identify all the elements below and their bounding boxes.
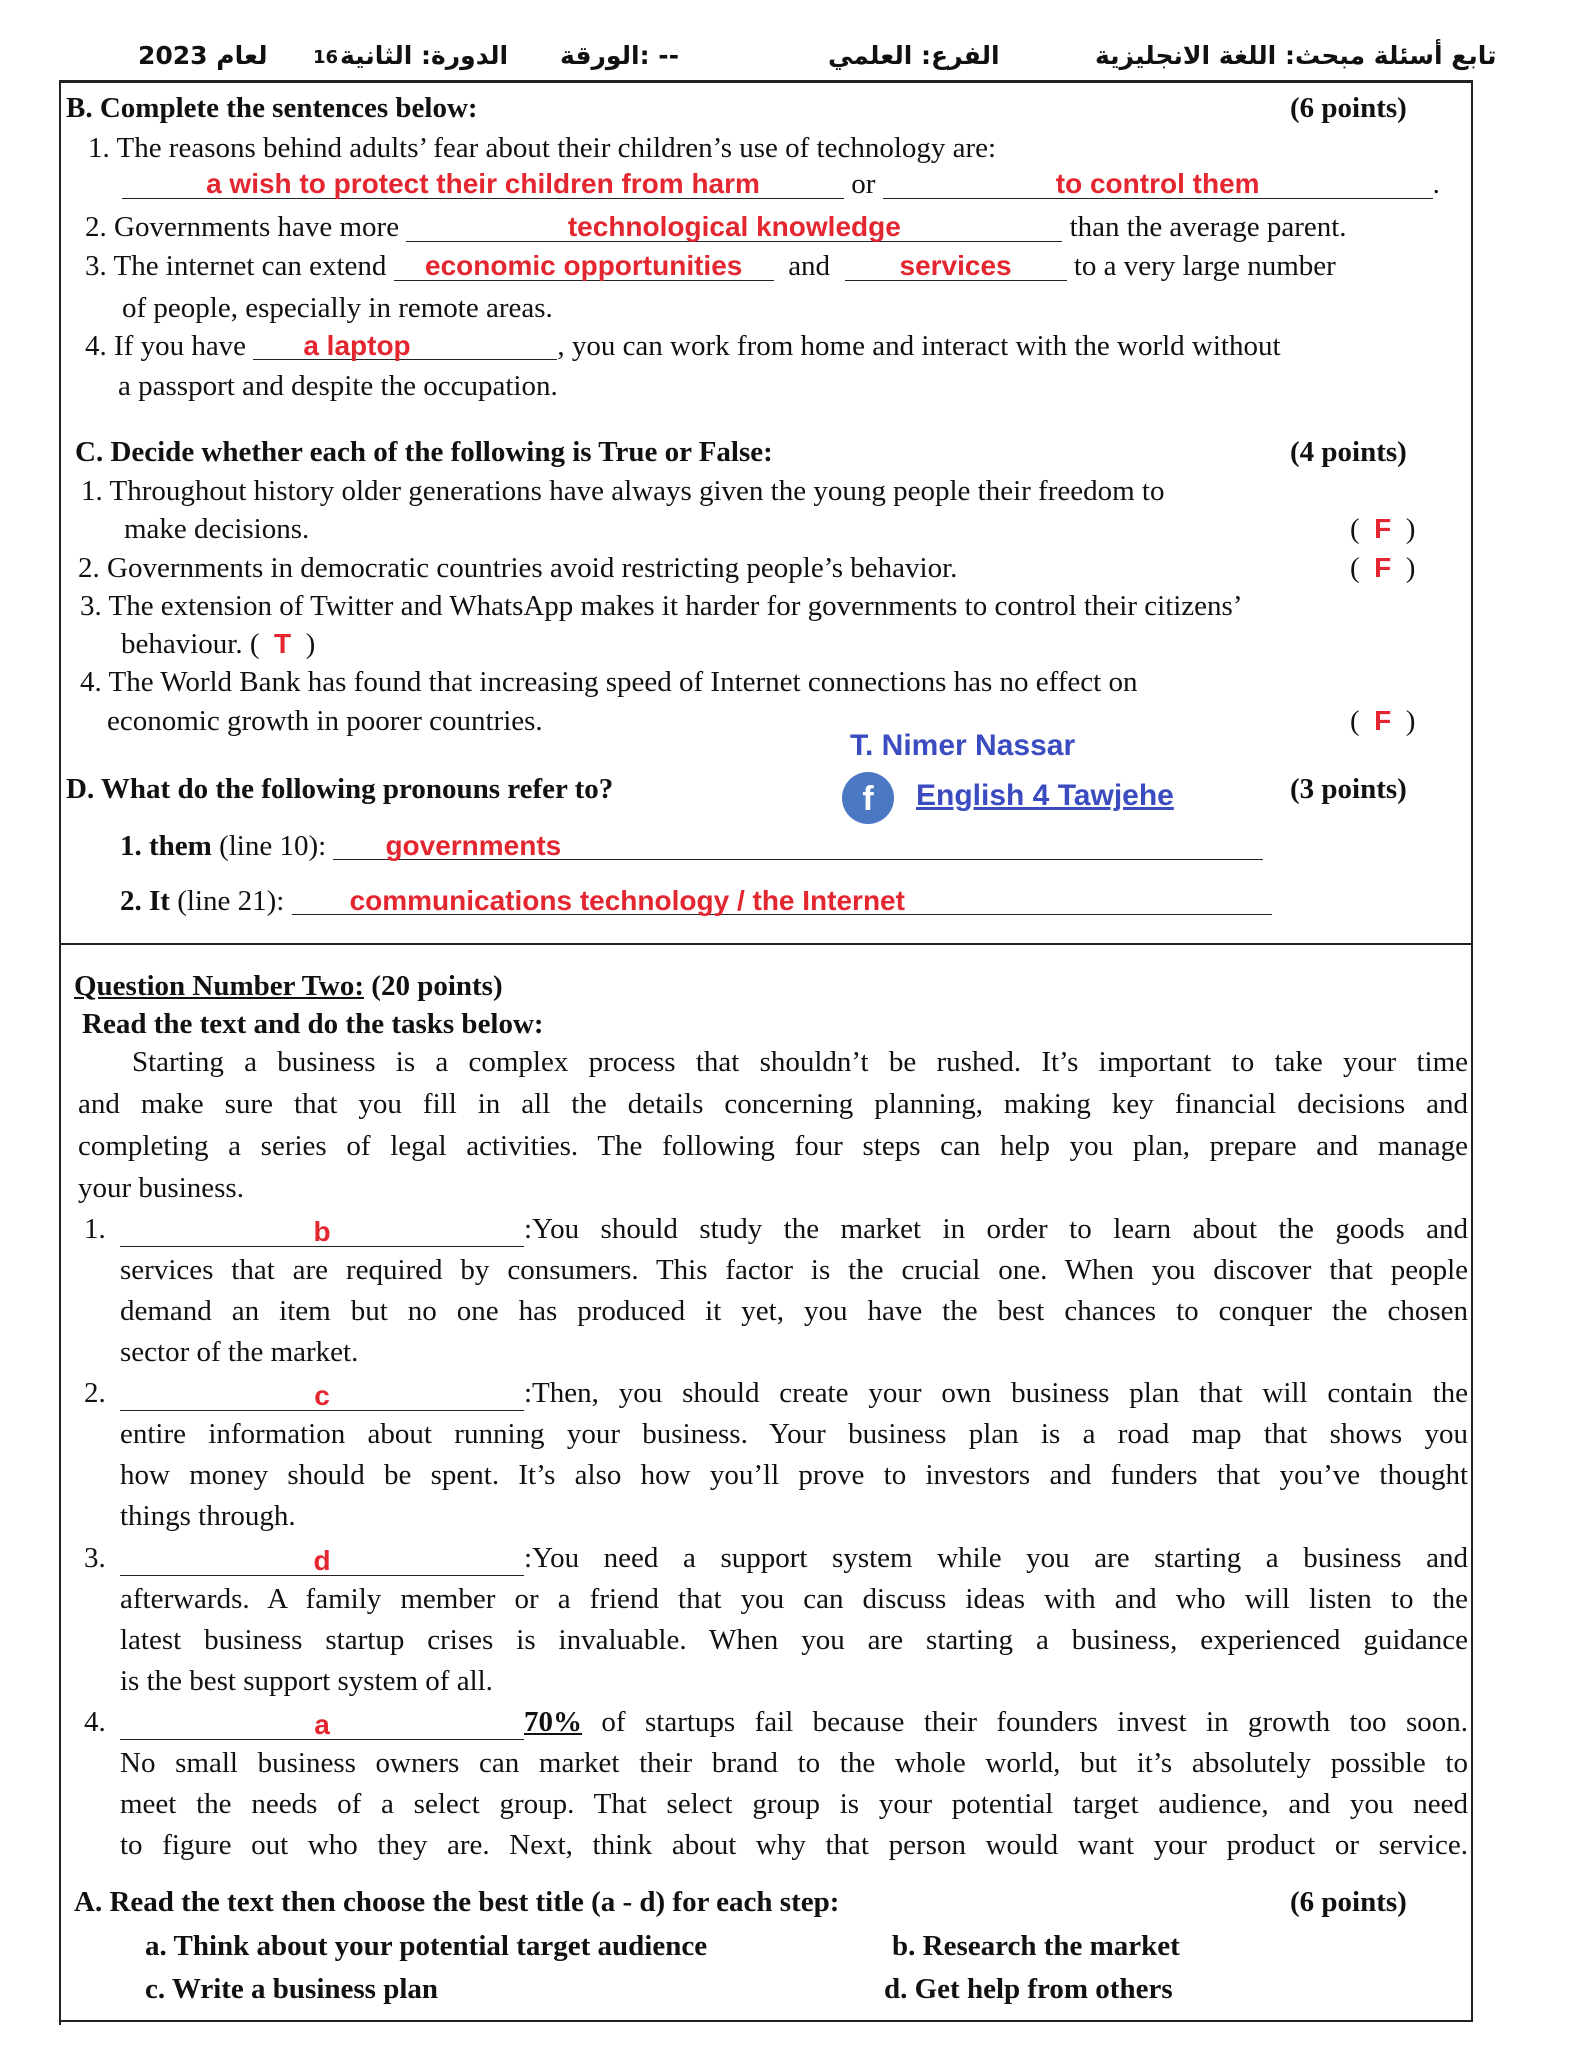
section-d-title: D. What do the following pronouns refer to? (66, 773, 614, 805)
c-q4-line1: 4. The World Bank has found that increasing speed of Internet connections has no effect on (80, 666, 1138, 698)
b-q2-pre: 2. Governments have more (85, 211, 400, 243)
step-line: services that are required by consumers. This factor is the crucial one. When you discover that people (120, 1254, 1468, 1286)
step-line: sector of the market. (120, 1336, 359, 1368)
step-first-text: :You should study the market in order to learn about the goods and (524, 1213, 1468, 1245)
b-q1-text: 1. The reasons behind adults’ fear about their children’s use of technology are: (88, 132, 997, 164)
step-line: things through. (120, 1500, 296, 1532)
q2-title-row (74, 968, 503, 1004)
c-q3-text: behaviour. (121, 628, 243, 660)
step-line: is the best support system of all. (120, 1665, 493, 1697)
d-q2-word: 2. It (120, 885, 170, 917)
d-q1-word: 1. them (120, 830, 212, 862)
section-b-points: (6 points) (1290, 92, 1407, 124)
header-session: الدورة: الثانية (340, 41, 509, 70)
section-c-title: C. Decide whether each of the following is True or False: (75, 436, 773, 468)
step-line: meet the needs of a select group. That select group is your potential target audience, and you need (120, 1788, 1468, 1820)
d-q1-answer: governments (333, 828, 1263, 860)
b-q3 (85, 248, 1336, 284)
option-c: c. Write a business plan (145, 1973, 439, 2005)
b-q4-answer: a laptop (253, 328, 557, 360)
c-q4-answer-value: F (1374, 705, 1392, 736)
step-answer: c (120, 1378, 524, 1411)
c-q3-line1: 3. The extension of Twitter and WhatsApp makes it harder for governments to control their citizens’ (80, 590, 1243, 622)
step-number: 3. (84, 1542, 106, 1574)
c-q1-answer: ( F ) (1350, 513, 1416, 545)
b-q4-pre: 4. If you have (85, 330, 247, 362)
step-first-text: :Then, you should create your own business plan that will contain the (524, 1377, 1468, 1409)
header-paper: الورقة: -- (560, 41, 680, 70)
step-first-line (120, 1211, 1468, 1247)
b-q1-answer-1: a wish to protect their children from harm (122, 166, 844, 199)
b-q3-cont: of people, especially in remote areas. (122, 292, 553, 324)
task-a-title: A. Read the text then choose the best title (a - d) for each step: (74, 1886, 840, 1918)
c-q3-answer-value: T (274, 628, 292, 659)
d-q2-line: (line 21): (177, 885, 285, 917)
step-line: latest business startup crises is invaluable. When you are starting a business, experienced guidance (120, 1624, 1468, 1656)
option-b: b. Research the market (892, 1930, 1180, 1962)
c-q2: 2. Governments in democratic countries avoid restricting people’s behavior. (78, 552, 958, 584)
d-q2 (120, 883, 1272, 919)
step-first-text: :You need a support system while you are starting a business and (524, 1542, 1468, 1574)
intro-line: and make sure that you fill in all the details concerning planning, making key financial decisions and (78, 1088, 1468, 1120)
watermark-facebook-page[interactable]: English 4 Tawjehe (916, 779, 1174, 812)
c-q1-answer-value: F (1374, 513, 1392, 544)
b-q2-post: than the average parent. (1069, 211, 1347, 243)
section-divider (59, 943, 1473, 945)
q2-points: (20 points) (371, 970, 503, 1002)
b-q3-pre: 3. The internet can extend (85, 250, 387, 282)
intro-line: Starting a business is a complex process that shouldn’t be rushed. It’s important to take your time (132, 1046, 1468, 1078)
header-subject: تابع أسئلة مبحث: اللغة الانجليزية (1095, 41, 1497, 70)
c-q4-answer: ( F ) (1350, 705, 1416, 737)
option-a: a. Think about your potential target audience (145, 1930, 708, 1962)
b-q2 (85, 209, 1347, 245)
b-q1-or: or (851, 168, 876, 200)
step-number: 4. (84, 1706, 106, 1738)
b-q1-answer-2: to control them (883, 166, 1433, 199)
c-q1-line1: 1. Throughout history older generations have always given the young people their freedom to (81, 475, 1165, 507)
box-bottom-border (59, 2020, 1473, 2022)
step-line: entire information about running your business. Your business plan is a road map that shows you (120, 1418, 1468, 1450)
step-first-line (120, 1704, 1468, 1740)
d-q1-line: (line 10): (219, 830, 327, 862)
step-first-text: of startups fail because their founders invest in growth too soon. (582, 1706, 1468, 1738)
option-d: d. Get help from others (884, 1973, 1173, 2005)
d-q2-answer: communications technology / the Internet (292, 883, 1272, 915)
box-top-border (59, 80, 1473, 83)
box-left-border (59, 80, 61, 2025)
step-number: 1. (84, 1213, 106, 1245)
step-line: No small business owners can market their brand to the whole world, but it’s absolutely possible to (120, 1747, 1468, 1779)
step-answer: d (120, 1543, 524, 1576)
b-q3-answer-1: economic opportunities (394, 248, 774, 281)
step-line: afterwards. A family member or a friend that you can discuss ideas with and who will listen to the (120, 1583, 1468, 1615)
step-line: to figure out who they are. Next, think about why that person would want your product or service. (120, 1829, 1468, 1861)
header-year: لعام 2023 (138, 41, 268, 70)
b-q3-post: to a very large number (1073, 250, 1336, 282)
b-q3-answer-2: services (845, 248, 1067, 281)
q2-title: Question Number Two: (74, 970, 365, 1002)
c-q2-answer: ( F ) (1350, 552, 1416, 584)
q2-instructions: Read the text and do the tasks below: (82, 1008, 544, 1040)
watermark-author: T. Nimer Nassar (850, 729, 1076, 762)
box-right-border (1471, 80, 1473, 2020)
step-answer: b (120, 1214, 524, 1247)
facebook-icon: f (842, 772, 894, 824)
c-q1-line2: make decisions. (124, 513, 310, 545)
step-number: 2. (84, 1377, 106, 1409)
step-first-line (120, 1540, 1468, 1576)
b-q1-period: . (1432, 168, 1440, 200)
intro-line: completing a series of legal activities. The following four steps can help you plan, prepare and manage (78, 1130, 1468, 1162)
b-q3-and: and (788, 250, 831, 282)
section-c-points: (4 points) (1290, 436, 1407, 468)
step-first-line (120, 1375, 1468, 1411)
d-q1 (120, 828, 1263, 864)
b-q4 (85, 328, 1281, 364)
c-q4-line2: economic growth in poorer countries. (107, 705, 543, 737)
step-percent: 70% (524, 1706, 582, 1738)
b-q4-post: , you can work from home and interact with the world without (557, 330, 1281, 362)
c-q3-line2: behaviour. ( T ) (121, 628, 316, 660)
header-branch: الفرع: العلمي (828, 41, 1000, 70)
header-page-number: 16 (313, 47, 339, 68)
b-q1-answer-line (122, 166, 1440, 202)
task-a-points: (6 points) (1290, 1886, 1407, 1918)
section-b-title: B. Complete the sentences below: (66, 92, 478, 124)
step-line: demand an item but no one has produced it yet, you have the best chances to conquer the chosen (120, 1295, 1468, 1327)
intro-line: your business. (78, 1172, 244, 1204)
section-d-points: (3 points) (1290, 773, 1407, 805)
step-answer: a (120, 1707, 524, 1740)
b-q4-cont: a passport and despite the occupation. (118, 370, 558, 402)
b-q2-answer: technological knowledge (406, 209, 1062, 242)
c-q2-answer-value: F (1374, 552, 1392, 583)
step-line: how money should be spent. It’s also how you’ll prove to investors and funders that you’ve thought (120, 1459, 1468, 1491)
